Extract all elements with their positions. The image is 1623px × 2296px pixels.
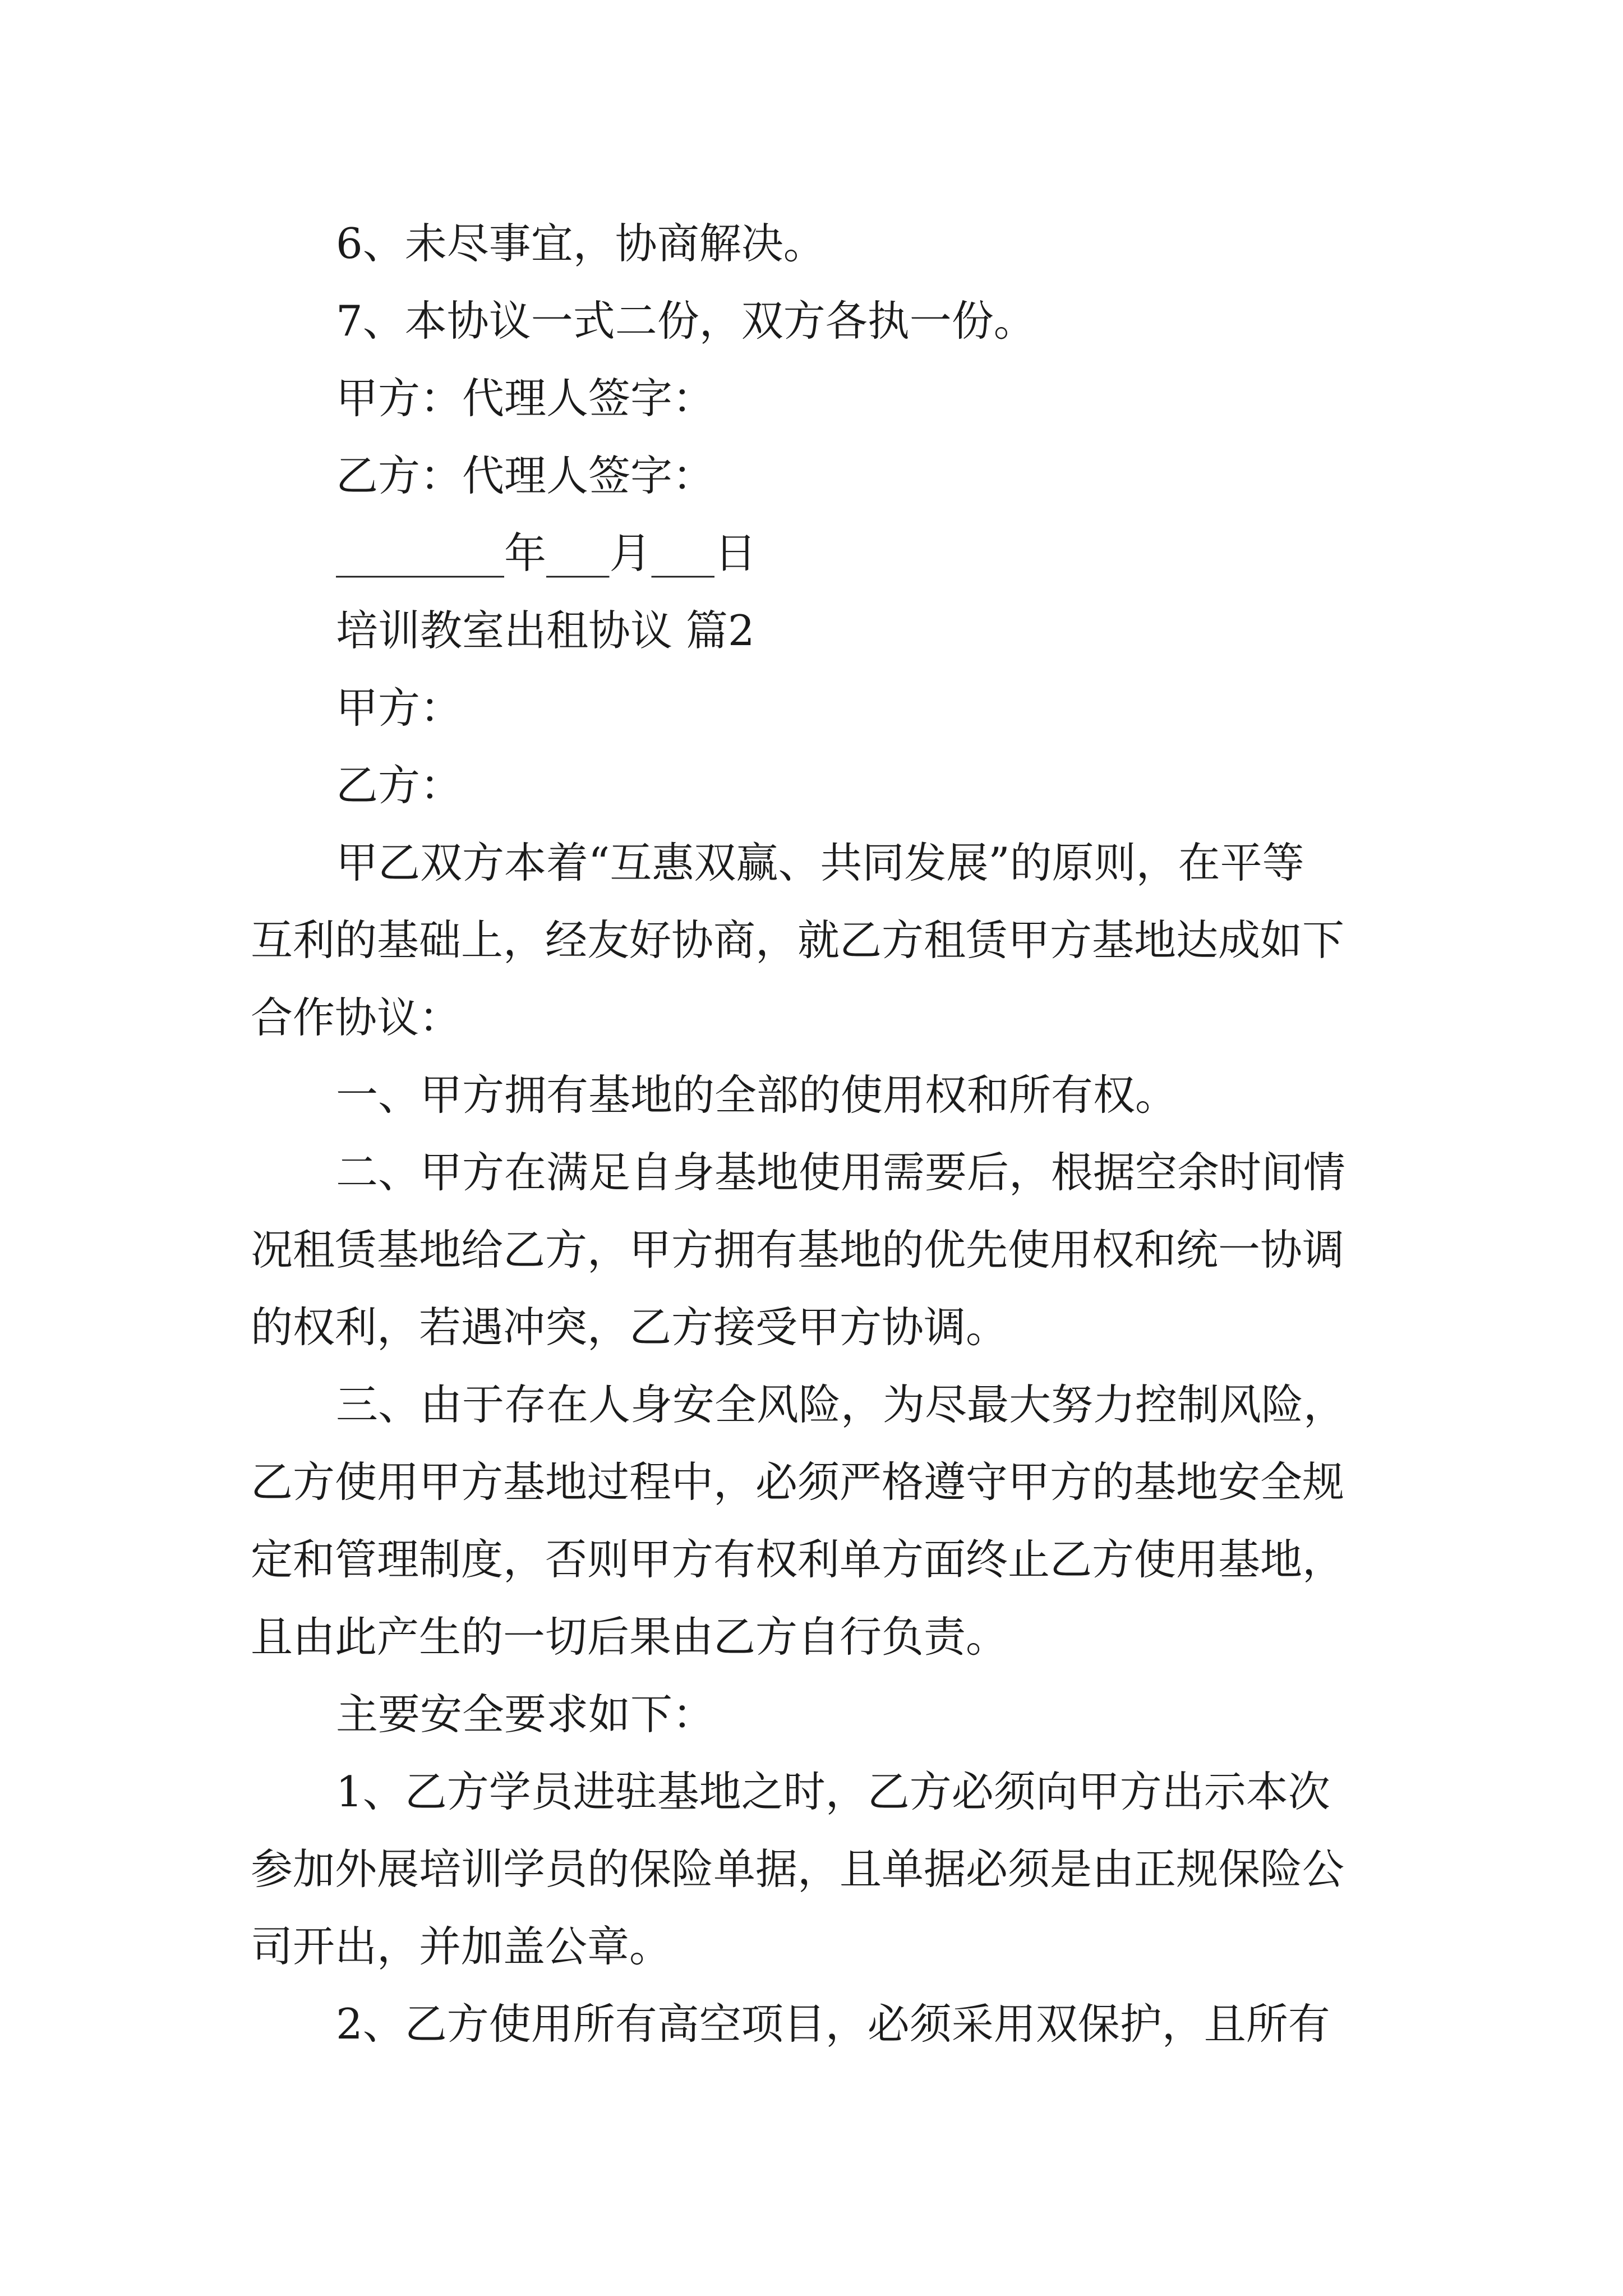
paragraph-line: 互利的基础上，经友好协商，就乙方租赁甲方基地达成如下 bbox=[251, 915, 1345, 965]
party-a-label: 甲方： bbox=[336, 683, 463, 733]
paragraph-line: 且由此产生的一切后果由乙方自行负责。 bbox=[251, 1612, 1008, 1662]
paragraph-line: 定和管理制度，否则甲方有权利单方面终止乙方使用基地， bbox=[251, 1535, 1345, 1584]
safety-item-2-paragraph bbox=[251, 1985, 1428, 2063]
clause-item-6: 6、未尽事宜，协商解决。 bbox=[336, 219, 826, 268]
article-1-paragraph bbox=[251, 1056, 1428, 1134]
section-title: 培训教室出租协议 篇2 bbox=[336, 606, 755, 655]
paragraph-line: 司开出，并加盖公章。 bbox=[251, 1922, 672, 1971]
document-body bbox=[251, 205, 1428, 2063]
signature-date: ________年___月___日 bbox=[336, 528, 757, 578]
party-b-label: 乙方： bbox=[336, 761, 463, 810]
signature-party-b: 乙方：代理人签字： bbox=[336, 451, 715, 500]
paragraph-line: 合作协议： bbox=[251, 993, 462, 1042]
clause-item-7: 7、本协议一式二份，双方各执一份。 bbox=[336, 296, 1036, 346]
paragraph-line: 况租赁基地给乙方，甲方拥有基地的优先使用权和统一协调 bbox=[251, 1225, 1345, 1274]
paragraph-line: 甲乙双方本着“互惠双赢、共同发展”的原则，在平等 bbox=[336, 838, 1304, 887]
paragraph-line: 一、甲方拥有基地的全部的使用权和所有权。 bbox=[336, 1070, 1178, 1120]
paragraph-line: 乙方使用甲方基地过程中，必须严格遵守甲方的基地安全规 bbox=[251, 1457, 1345, 1507]
paragraph-line: 二、甲方在满足自身基地使用需要后，根据空余时间情 bbox=[336, 1148, 1346, 1197]
signature-party-a: 甲方：代理人签字： bbox=[336, 374, 715, 423]
paragraph-line: 1、乙方学员进驻基地之时，乙方必须向甲方出示本次 bbox=[336, 1767, 1330, 1816]
safety-item-1-paragraph bbox=[251, 1753, 1428, 1985]
article-3-paragraph bbox=[251, 1366, 1428, 1676]
paragraph-line: 的权利，若遇冲突，乙方接受甲方协调。 bbox=[251, 1303, 1008, 1352]
paragraph-line: 参加外展培训学员的保险单据，且单据必须是由正规保险公 bbox=[251, 1844, 1345, 1894]
paragraph-line: 三、由于存在人身安全风险，为尽最大努力控制风险， bbox=[336, 1380, 1346, 1429]
preamble-paragraph bbox=[251, 824, 1428, 1056]
paragraph-line: 2、乙方使用所有高空项目，必须采用双保护，且所有 bbox=[336, 1999, 1330, 2049]
article-2-paragraph bbox=[251, 1134, 1428, 1366]
safety-heading: 主要安全要求如下： bbox=[336, 1690, 715, 1739]
